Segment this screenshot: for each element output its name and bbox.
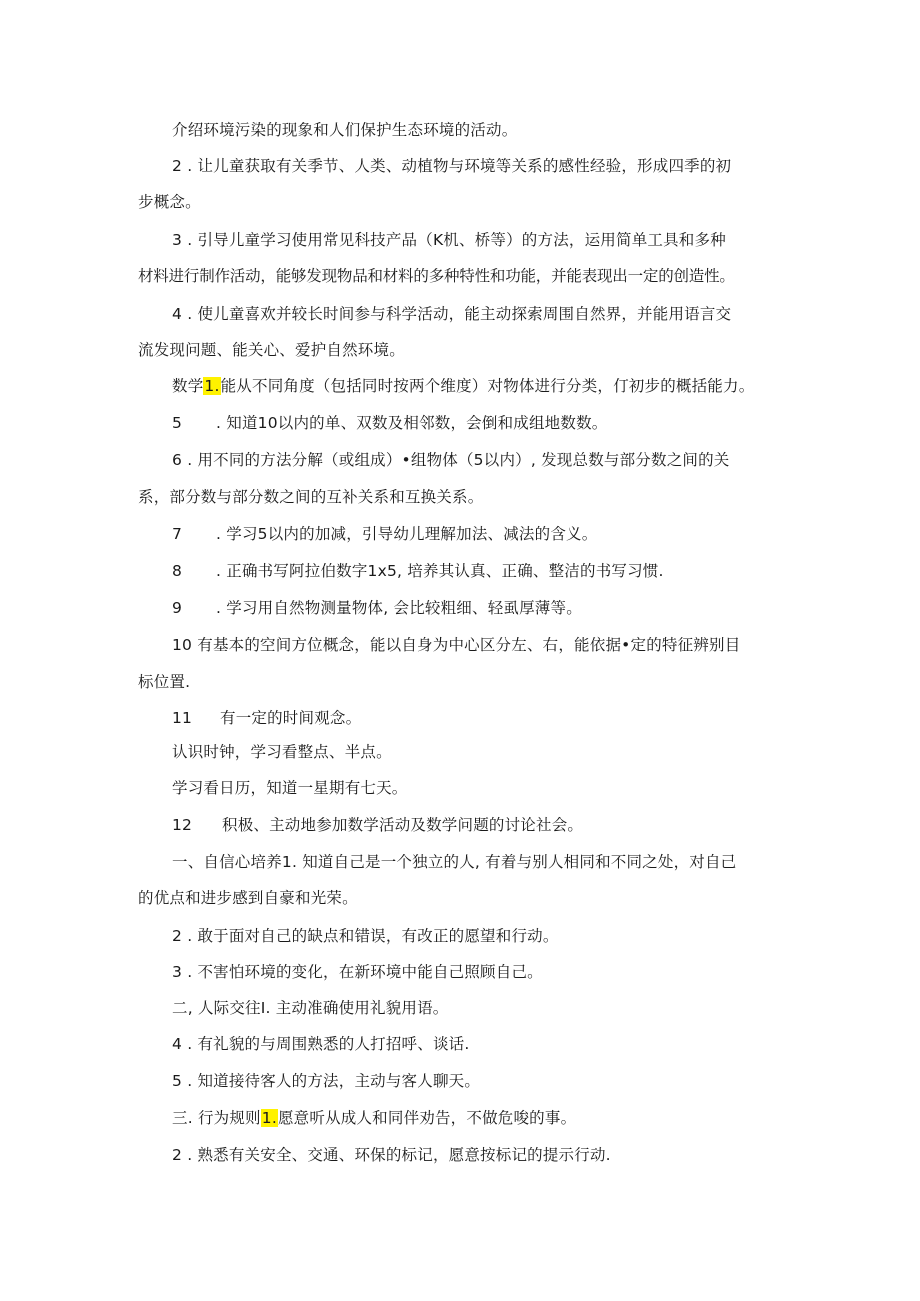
text-line: 步概念。 <box>138 193 201 211</box>
text-line: 5 . 知道接待客人的方法，主动与客人聊天。 <box>172 1072 481 1090</box>
numbered-item <box>172 598 582 618</box>
text-line: 认识时钟，学习看整点、半点。 <box>172 743 392 761</box>
text-line: 一、自信心培养1. 知道自己是一个独立的人, 有着与别人相同和不同之处，对自己 <box>172 853 737 871</box>
text-line: 3 . 引导儿童学习使用常见科技产品（K机、桥等）的方法，运用简单工具和多种 <box>172 231 726 249</box>
highlighted-number: 1. <box>204 377 220 395</box>
item-text: . 正确书写阿拉伯数字1x5, 培养其认真、正确、整洁的书写习惯. <box>216 562 664 580</box>
text-line: 的优点和进步感到自豪和光荣。 <box>138 889 358 907</box>
section-label: 数学 <box>172 377 204 395</box>
numbered-item <box>172 815 583 835</box>
text-line: 二, 人际交往I. 主动准确使用礼貌用语。 <box>172 999 449 1017</box>
line-text: 愿意听从成人和同伴劝告，不做危唆的事。 <box>277 1109 577 1127</box>
item-number: 9 <box>172 599 183 617</box>
line-text: 能从不同角度（包括同时按两个维度）对物体进行分类，仃初步的概括能力。 <box>220 377 755 395</box>
text-line: 6 . 用不同的方法分解（或组成）•组物体（5以内）, 发现总数与部分数之间的关 <box>172 451 730 469</box>
text-line: 材料进行制作活动，能够发现物品和材料的多种特性和功能，并能表现出一定的创造性。 <box>138 267 735 285</box>
item-text: . 学习用自然物测量物体, 会比较粗细、轻虱厚薄等。 <box>216 599 582 617</box>
section-label: 三. 行为规则 <box>172 1109 261 1127</box>
item-text: 有一定的时间观念。 <box>220 709 362 727</box>
item-text: . 学习5以内的加减，引导幼儿理解加法、减法的含义。 <box>216 525 598 543</box>
text-line: 4 . 使儿童喜欢并较长时间参与科学活动，能主动探索周围自然界，并能用语言交 <box>172 305 732 323</box>
numbered-item <box>172 708 361 728</box>
numbered-item <box>172 561 664 581</box>
text-line: 2 . 熟悉有关安全、交通、环保的标记，愿意按标记的提示行动. <box>172 1146 611 1164</box>
highlighted-number: 1. <box>261 1109 277 1127</box>
item-number: 12 <box>172 816 193 834</box>
item-number: 8 <box>172 562 183 580</box>
numbered-item <box>172 524 597 544</box>
text-line: 2 . 敢于面对自己的缺点和错误，有改正的愿望和行动。 <box>172 927 559 945</box>
text-line-highlighted <box>172 376 754 396</box>
item-text: 积极、主动地参加数学活动及数学问题的讨论社会。 <box>222 816 584 834</box>
text-line: 4 . 有礼貌的与周围熟悉的人打招呼、谈话. <box>172 1035 470 1053</box>
text-line-highlighted <box>172 1108 576 1128</box>
text-line: 学习看日历，知道一星期有七天。 <box>172 779 408 797</box>
item-text: . 知道10以内的单、双数及相邻数，会倒和成组地数数。 <box>216 414 608 432</box>
text-line: 系，部分数与部分数之间的互补关系和互换关系。 <box>138 488 484 506</box>
text-line: 10 有基本的空间方位概念，能以自身为中心区分左、右，能依据•定的特征辨别目 <box>172 636 741 654</box>
item-number: 5 <box>172 414 183 432</box>
item-number: 7 <box>172 525 183 543</box>
numbered-item <box>172 413 607 433</box>
text-line: 流发现问题、能关心、爱护自然环境。 <box>138 341 405 359</box>
text-line: 介绍环境污染的现象和人们保护生态环境的活动。 <box>172 121 518 139</box>
text-line: 3 . 不害怕环境的变化，在新环境中能自己照顾自己。 <box>172 963 543 981</box>
item-number: 11 <box>172 709 193 727</box>
text-line: 标位置. <box>138 673 191 691</box>
text-line: 2 . 让儿童获取有关季节、人类、动植物与环境等关系的感性经验，形成四季的初 <box>172 157 732 175</box>
